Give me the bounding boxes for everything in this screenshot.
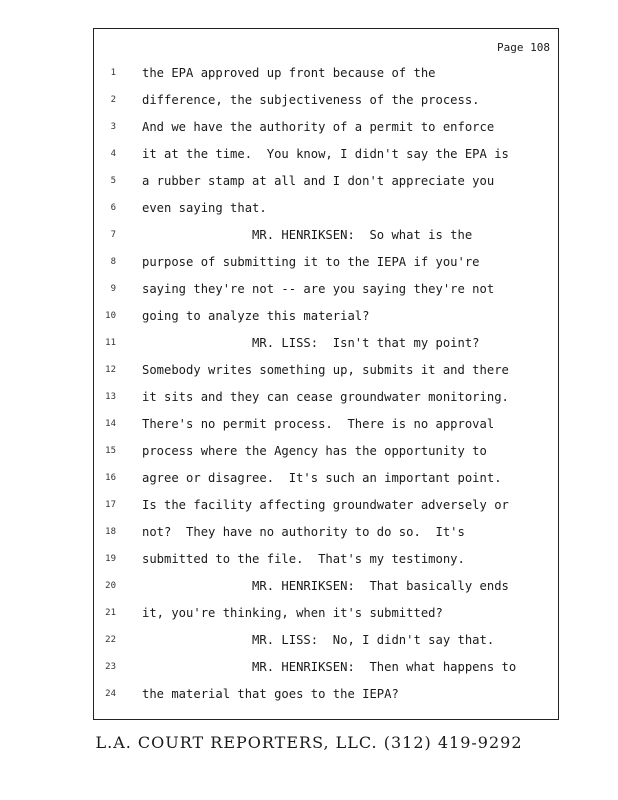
line-number: 2 — [110, 94, 116, 105]
line-number: 16 — [105, 472, 116, 483]
transcript-line — [94, 383, 558, 410]
page-number: Page 108 — [497, 41, 550, 54]
line-text: a rubber stamp at all and I don't appreciate you — [142, 173, 495, 188]
transcript-line — [94, 437, 558, 464]
transcript-line — [94, 410, 558, 437]
line-text: Somebody writes something up, submits it and there — [142, 362, 509, 377]
line-text: MR. HENRIKSEN: Then what happens to — [142, 659, 517, 674]
line-text: the EPA approved up front because of the — [142, 65, 436, 80]
line-number: 18 — [105, 526, 116, 537]
line-text: agree or disagree. It's such an important point. — [142, 470, 502, 485]
line-number: 22 — [105, 634, 116, 645]
transcript-line — [94, 86, 558, 113]
transcript-page — [93, 28, 559, 720]
transcript-line — [94, 545, 558, 572]
transcript-line — [94, 491, 558, 518]
transcript-line — [94, 167, 558, 194]
transcript-line — [94, 356, 558, 383]
line-text: Is the facility affecting groundwater adversely or — [142, 497, 509, 512]
line-text: process where the Agency has the opportunity to — [142, 443, 487, 458]
line-number: 20 — [105, 580, 116, 591]
line-text: submitted to the file. That's my testimony. — [142, 551, 465, 566]
transcript-line — [94, 626, 558, 653]
transcript-line — [94, 518, 558, 545]
transcript-line — [94, 464, 558, 491]
line-number: 12 — [105, 364, 116, 375]
line-number: 1 — [110, 67, 116, 78]
line-text: saying they're not -- are you saying they're not — [142, 281, 495, 296]
line-text: purpose of submitting it to the IEPA if you're — [142, 254, 480, 269]
transcript-line — [94, 680, 558, 707]
line-number: 11 — [105, 337, 116, 348]
line-number: 5 — [110, 175, 116, 186]
transcript-line — [94, 113, 558, 140]
line-number: 21 — [105, 607, 116, 618]
line-number: 19 — [105, 553, 116, 564]
court-reporter-footer: L.A. COURT REPORTERS, LLC. (312) 419-9292 — [95, 733, 523, 752]
line-text: it, you're thinking, when it's submitted? — [142, 605, 443, 620]
line-number: 24 — [105, 688, 116, 699]
line-text: MR. HENRIKSEN: So what is the — [142, 227, 473, 242]
line-text: difference, the subjectiveness of the process. — [142, 92, 480, 107]
transcript-line — [94, 221, 558, 248]
transcript-line — [94, 140, 558, 167]
line-number: 23 — [105, 661, 116, 672]
line-number: 15 — [105, 445, 116, 456]
transcript-line — [94, 248, 558, 275]
transcript-line — [94, 194, 558, 221]
line-number: 7 — [110, 229, 116, 240]
transcript-line — [94, 653, 558, 680]
transcript-line — [94, 329, 558, 356]
line-text: And we have the authority of a permit to enforce — [142, 119, 495, 134]
transcript-lines — [94, 59, 558, 707]
line-number: 3 — [110, 121, 116, 132]
line-number: 6 — [110, 202, 116, 213]
line-number: 13 — [105, 391, 116, 402]
line-number: 17 — [105, 499, 116, 510]
line-text: the material that goes to the IEPA? — [142, 686, 399, 701]
line-text: There's no permit process. There is no approval — [142, 416, 495, 431]
transcript-line — [94, 599, 558, 626]
line-number: 9 — [110, 283, 116, 294]
line-text: it sits and they can cease groundwater monitoring. — [142, 389, 509, 404]
line-text: going to analyze this material? — [142, 308, 370, 323]
transcript-line — [94, 302, 558, 329]
line-text: even saying that. — [142, 200, 267, 215]
line-number: 4 — [110, 148, 116, 159]
transcript-line — [94, 572, 558, 599]
transcript-line — [94, 275, 558, 302]
line-text: not? They have no authority to do so. It's — [142, 524, 465, 539]
transcript-line — [94, 59, 558, 86]
line-text: MR. LISS: No, I didn't say that. — [142, 632, 495, 647]
line-number: 14 — [105, 418, 116, 429]
line-text: MR. LISS: Isn't that my point? — [142, 335, 480, 350]
line-text: it at the time. You know, I didn't say the EPA is — [142, 146, 509, 161]
line-number: 10 — [105, 310, 116, 321]
line-number: 8 — [110, 256, 116, 267]
line-text: MR. HENRIKSEN: That basically ends — [142, 578, 509, 593]
